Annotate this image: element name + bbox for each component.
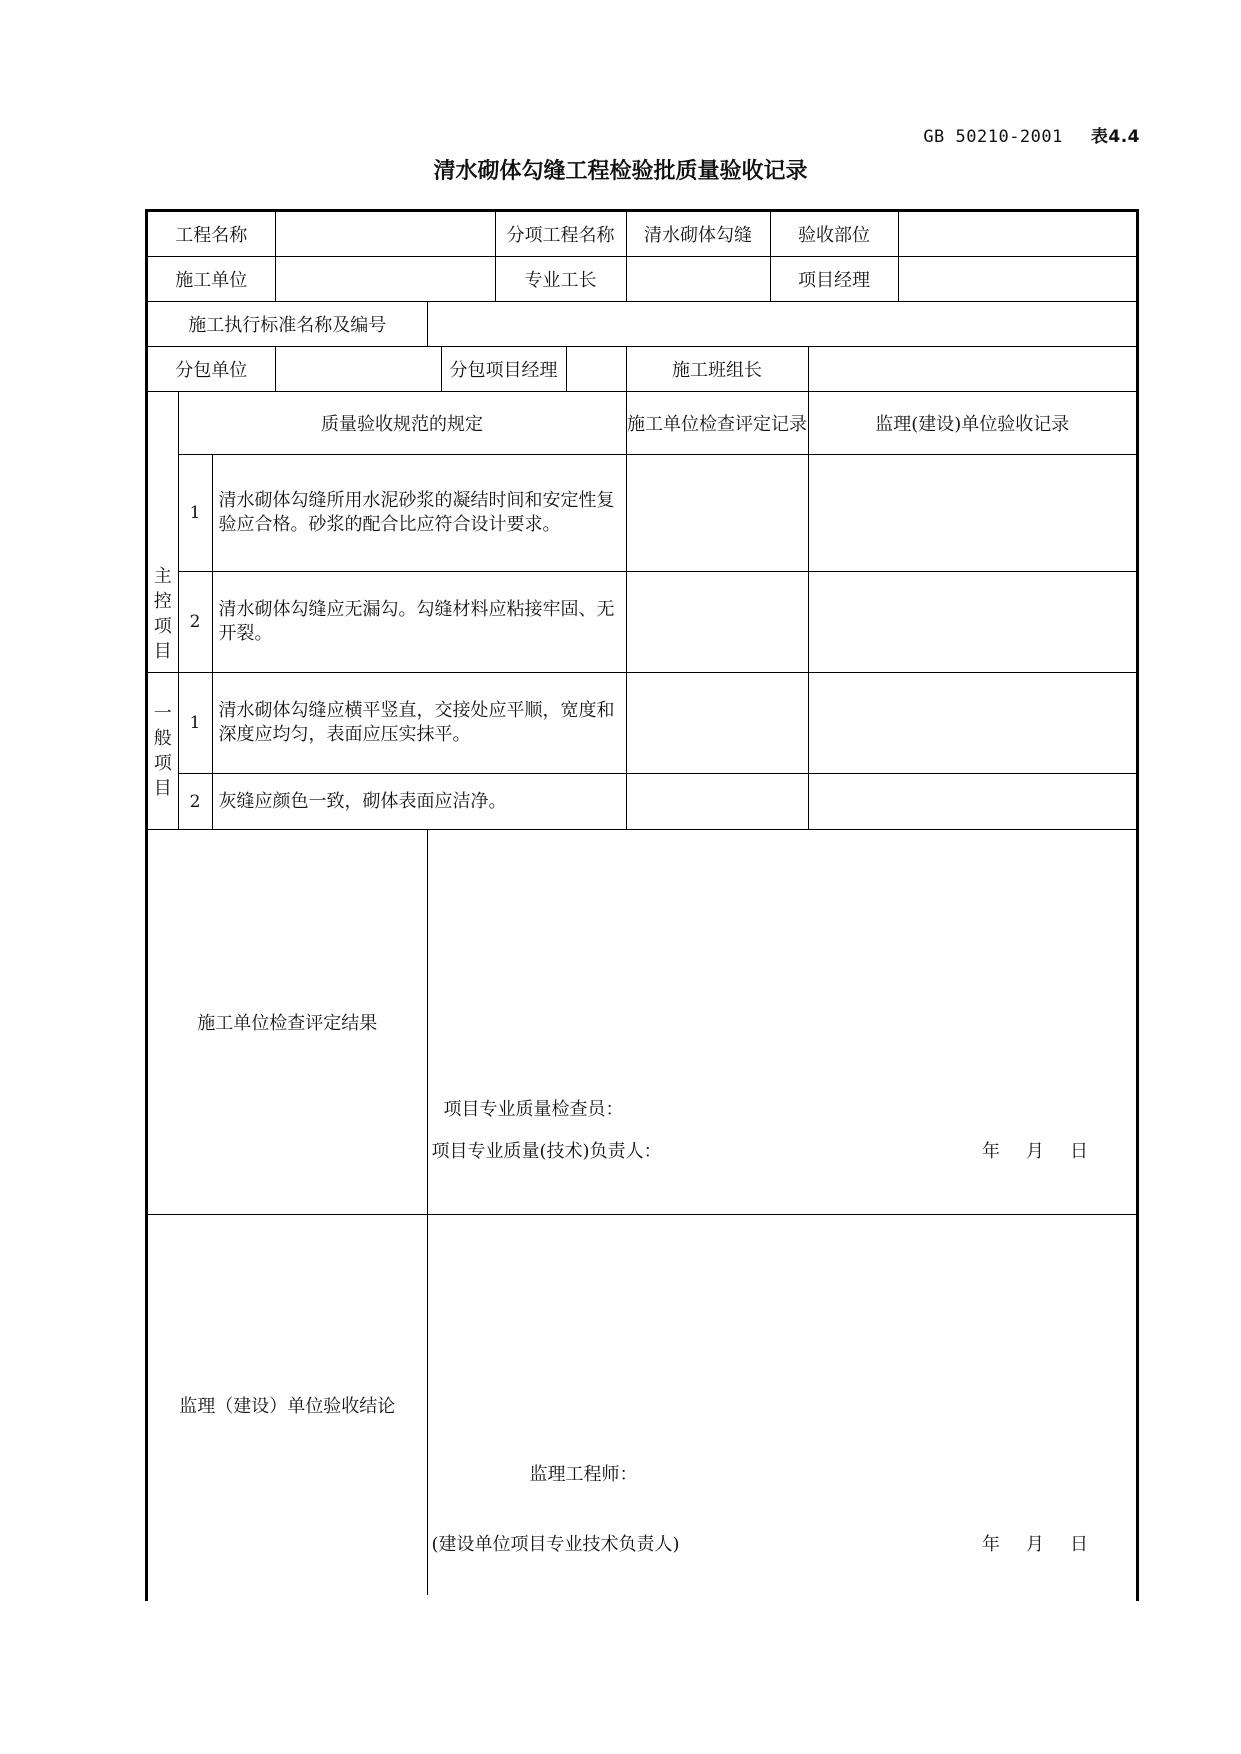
contractor-date: [956, 1137, 1088, 1163]
general-item-2-contractor-record[interactable]: [626, 774, 808, 830]
general-item-row-1: [148, 673, 1136, 774]
main-item-2-text: 清水砌体勾缝应无漏勾。勾缝材料应粘接牢固、无开裂。: [212, 572, 626, 673]
general-item-1-text: 清水砌体勾缝应横平竖直，交接处应平顺，宽度和深度应均匀，表面应压实抹平。: [212, 673, 626, 774]
general-items-label: 一 般 项 目: [148, 673, 178, 830]
inspection-form: [145, 209, 1139, 1601]
standard-code-header: [900, 122, 1140, 147]
team-leader-value[interactable]: [808, 347, 1136, 392]
supervisor-result-label: 监理（建设）单位验收结论: [148, 1215, 427, 1596]
main-item-2-supervisor-record[interactable]: [808, 572, 1136, 673]
spec-header-row: [148, 392, 1136, 455]
sub-pm-value[interactable]: [566, 347, 626, 392]
supervisor-result-row: [148, 1215, 1136, 1596]
main-item-1-supervisor-record[interactable]: [808, 455, 1136, 572]
day-label: 日: [1070, 1141, 1089, 1162]
standard-label: 施工执行标准名称及编号: [148, 302, 427, 347]
subcontractor-label: 分包单位: [148, 347, 275, 392]
contractor-result-area[interactable]: [427, 830, 1136, 1215]
sub-pm-label: 分包项目经理: [441, 347, 566, 392]
supervisor-result-area[interactable]: [427, 1215, 1136, 1596]
main-item-2-no: 2: [178, 572, 212, 673]
main-item-row-2: [148, 572, 1136, 673]
year-label: 年: [982, 1534, 1001, 1555]
general-item-2-supervisor-record[interactable]: [808, 774, 1136, 830]
main-item-1-no: 1: [178, 455, 212, 572]
standard-code: GB 50210-2001: [923, 127, 1063, 147]
sub-item-value[interactable]: 清水砌体勾缝: [626, 212, 770, 257]
contractor-record-header: 施工单位检查评定记录: [626, 392, 808, 455]
info-row-1: [148, 212, 1136, 257]
contractor-result-label: 施工单位检查评定结果: [148, 830, 427, 1215]
main-item-1-contractor-record[interactable]: [626, 455, 808, 572]
month-label: 月: [1026, 1534, 1045, 1555]
team-leader-label: 施工班组长: [626, 347, 808, 392]
owner-responsible-label: (建设单位项目专业技术负责人): [431, 1534, 680, 1555]
construction-unit-value[interactable]: [275, 257, 495, 302]
general-item-2-no: 2: [178, 774, 212, 830]
foreman-label: 专业工长: [495, 257, 626, 302]
form-table: [148, 212, 1136, 1595]
project-name-value[interactable]: [275, 212, 495, 257]
acceptance-part-value[interactable]: [898, 212, 1136, 257]
sub-item-label: 分项工程名称: [495, 212, 626, 257]
info-row-3: [148, 302, 1136, 347]
construction-unit-label: 施工单位: [148, 257, 275, 302]
subcontractor-value[interactable]: [275, 347, 441, 392]
table-number: 表4.4: [1090, 127, 1140, 147]
page-title: 清水砌体勾缝工程检验批质量验收记录: [433, 159, 808, 184]
day-label: 日: [1070, 1534, 1089, 1555]
supervisor-record-header: 监理(建设)单位验收记录: [808, 392, 1136, 455]
info-row-4: [148, 347, 1136, 392]
general-item-row-2: [148, 774, 1136, 830]
supervising-engineer-label: 监理工程师：: [529, 1464, 638, 1485]
general-item-2-text: 灰缝应颜色一致，砌体表面应洁净。: [212, 774, 626, 830]
quality-inspector-label: 项目专业质量检查员：: [443, 1099, 624, 1120]
supervisor-date: [956, 1530, 1088, 1556]
acceptance-part-label: 验收部位: [770, 212, 898, 257]
general-item-1-supervisor-record[interactable]: [808, 673, 1136, 774]
project-manager-label: 项目经理: [770, 257, 898, 302]
main-items-label: 主 控 项 目: [148, 392, 178, 673]
main-item-1-text: 清水砌体勾缝所用水泥砂浆的凝结时间和安定性复验应合格。砂浆的配合比应符合设计要求。: [212, 455, 626, 572]
spec-column-header: 质量验收规范的规定: [178, 392, 626, 455]
contractor-result-row: [148, 830, 1136, 1215]
month-label: 月: [1026, 1141, 1045, 1162]
main-item-2-contractor-record[interactable]: [626, 572, 808, 673]
project-manager-value[interactable]: [898, 257, 1136, 302]
project-name-label: 工程名称: [148, 212, 275, 257]
year-label: 年: [982, 1141, 1001, 1162]
standard-value[interactable]: [427, 302, 1136, 347]
info-row-2: [148, 257, 1136, 302]
general-item-1-no: 1: [178, 673, 212, 774]
main-item-row-1: [148, 455, 1136, 572]
quality-responsible-label: 项目专业质量(技术)负责人：: [431, 1141, 662, 1162]
general-item-1-contractor-record[interactable]: [626, 673, 808, 774]
foreman-value[interactable]: [626, 257, 770, 302]
